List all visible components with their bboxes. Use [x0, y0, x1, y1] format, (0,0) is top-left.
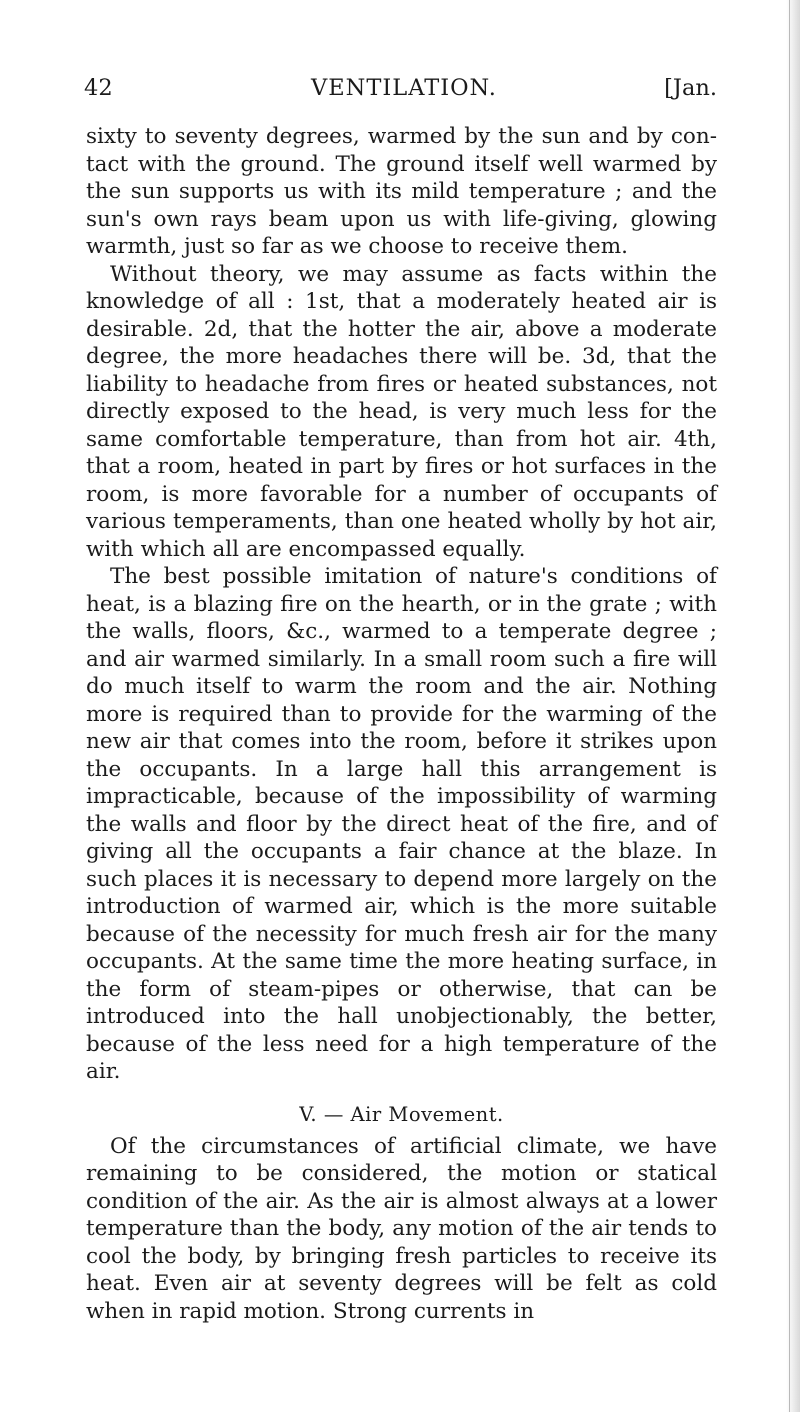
paragraph: Without theory, we may assume as facts within the knowledge of all : 1st, that a moderately heated air is desirable. 2d, that the hotter the air, above a moderate degree, the more headaches there will be. 3d, that the liability to headache from fires or heated substances, not directly exposed to the head, is very much less for the same comfortable temperature, than from hot air. 4th, that a room, heated in part by fires or hot surfaces in the room, is more favorable for a number of occupants of various temperaments, than one heated wholly by hot air, with which all are encompassed equally. — [86, 261, 717, 562]
section-heading: V. — Air Movement. — [299, 1102, 504, 1126]
running-title: VENTILATION. — [311, 75, 497, 101]
running-header — [84, 72, 717, 104]
page-edge-line — [789, 0, 790, 1412]
page-body — [86, 123, 717, 1325]
issue-mark: [Jan. — [664, 75, 717, 101]
page-number: 42 — [84, 75, 113, 101]
paragraph: sixty to seventy degrees, warmed by the sun and by con-tact with the ground. The ground itself well warmed by the sun supports us with its mild temperature ; and the sun's own rays beam upon us with life-giving, glowing warmth, just so far as we choose to receive them. — [86, 124, 717, 259]
paragraph: Of the circumstances of artificial climate, we have remaining to be considered, the motion or statical condition of the air. As the air is almost always at a lower temperature than the body, any motion of the air tends to cool the body, by bringing fresh particles to receive its heat. Even air at seventy degrees will be felt as cold when in rapid motion. Strong currents in — [86, 1133, 717, 1324]
paragraph: The best possible imitation of nature's conditions of heat, is a blazing fire on the hearth, or in the grate ; with the walls, floors, &c., warmed to a temperate degree ; and air warmed similarly. In a small room such a fire will do much itself to warm the room and the air. Nothing more is required than to provide for the warming of the new air that comes into the room, before it strikes upon the occupants. In a large hall this arrangement is impracticable, because of the impossibility of warming the walls and floor by the direct heat of the fire, and of giving all the occupants a fair chance at the blaze. In such places it is necessary to depend more largely on the introduction of warmed air, which is the more suitable because of the necessity for much fresh air for the many occupants. At the same time the more heating surface, in the form of steam-pipes or otherwise, that can be introduced into the hall unobjectionably, the better, because of the less need for a high temperature of the air. — [86, 564, 717, 1084]
